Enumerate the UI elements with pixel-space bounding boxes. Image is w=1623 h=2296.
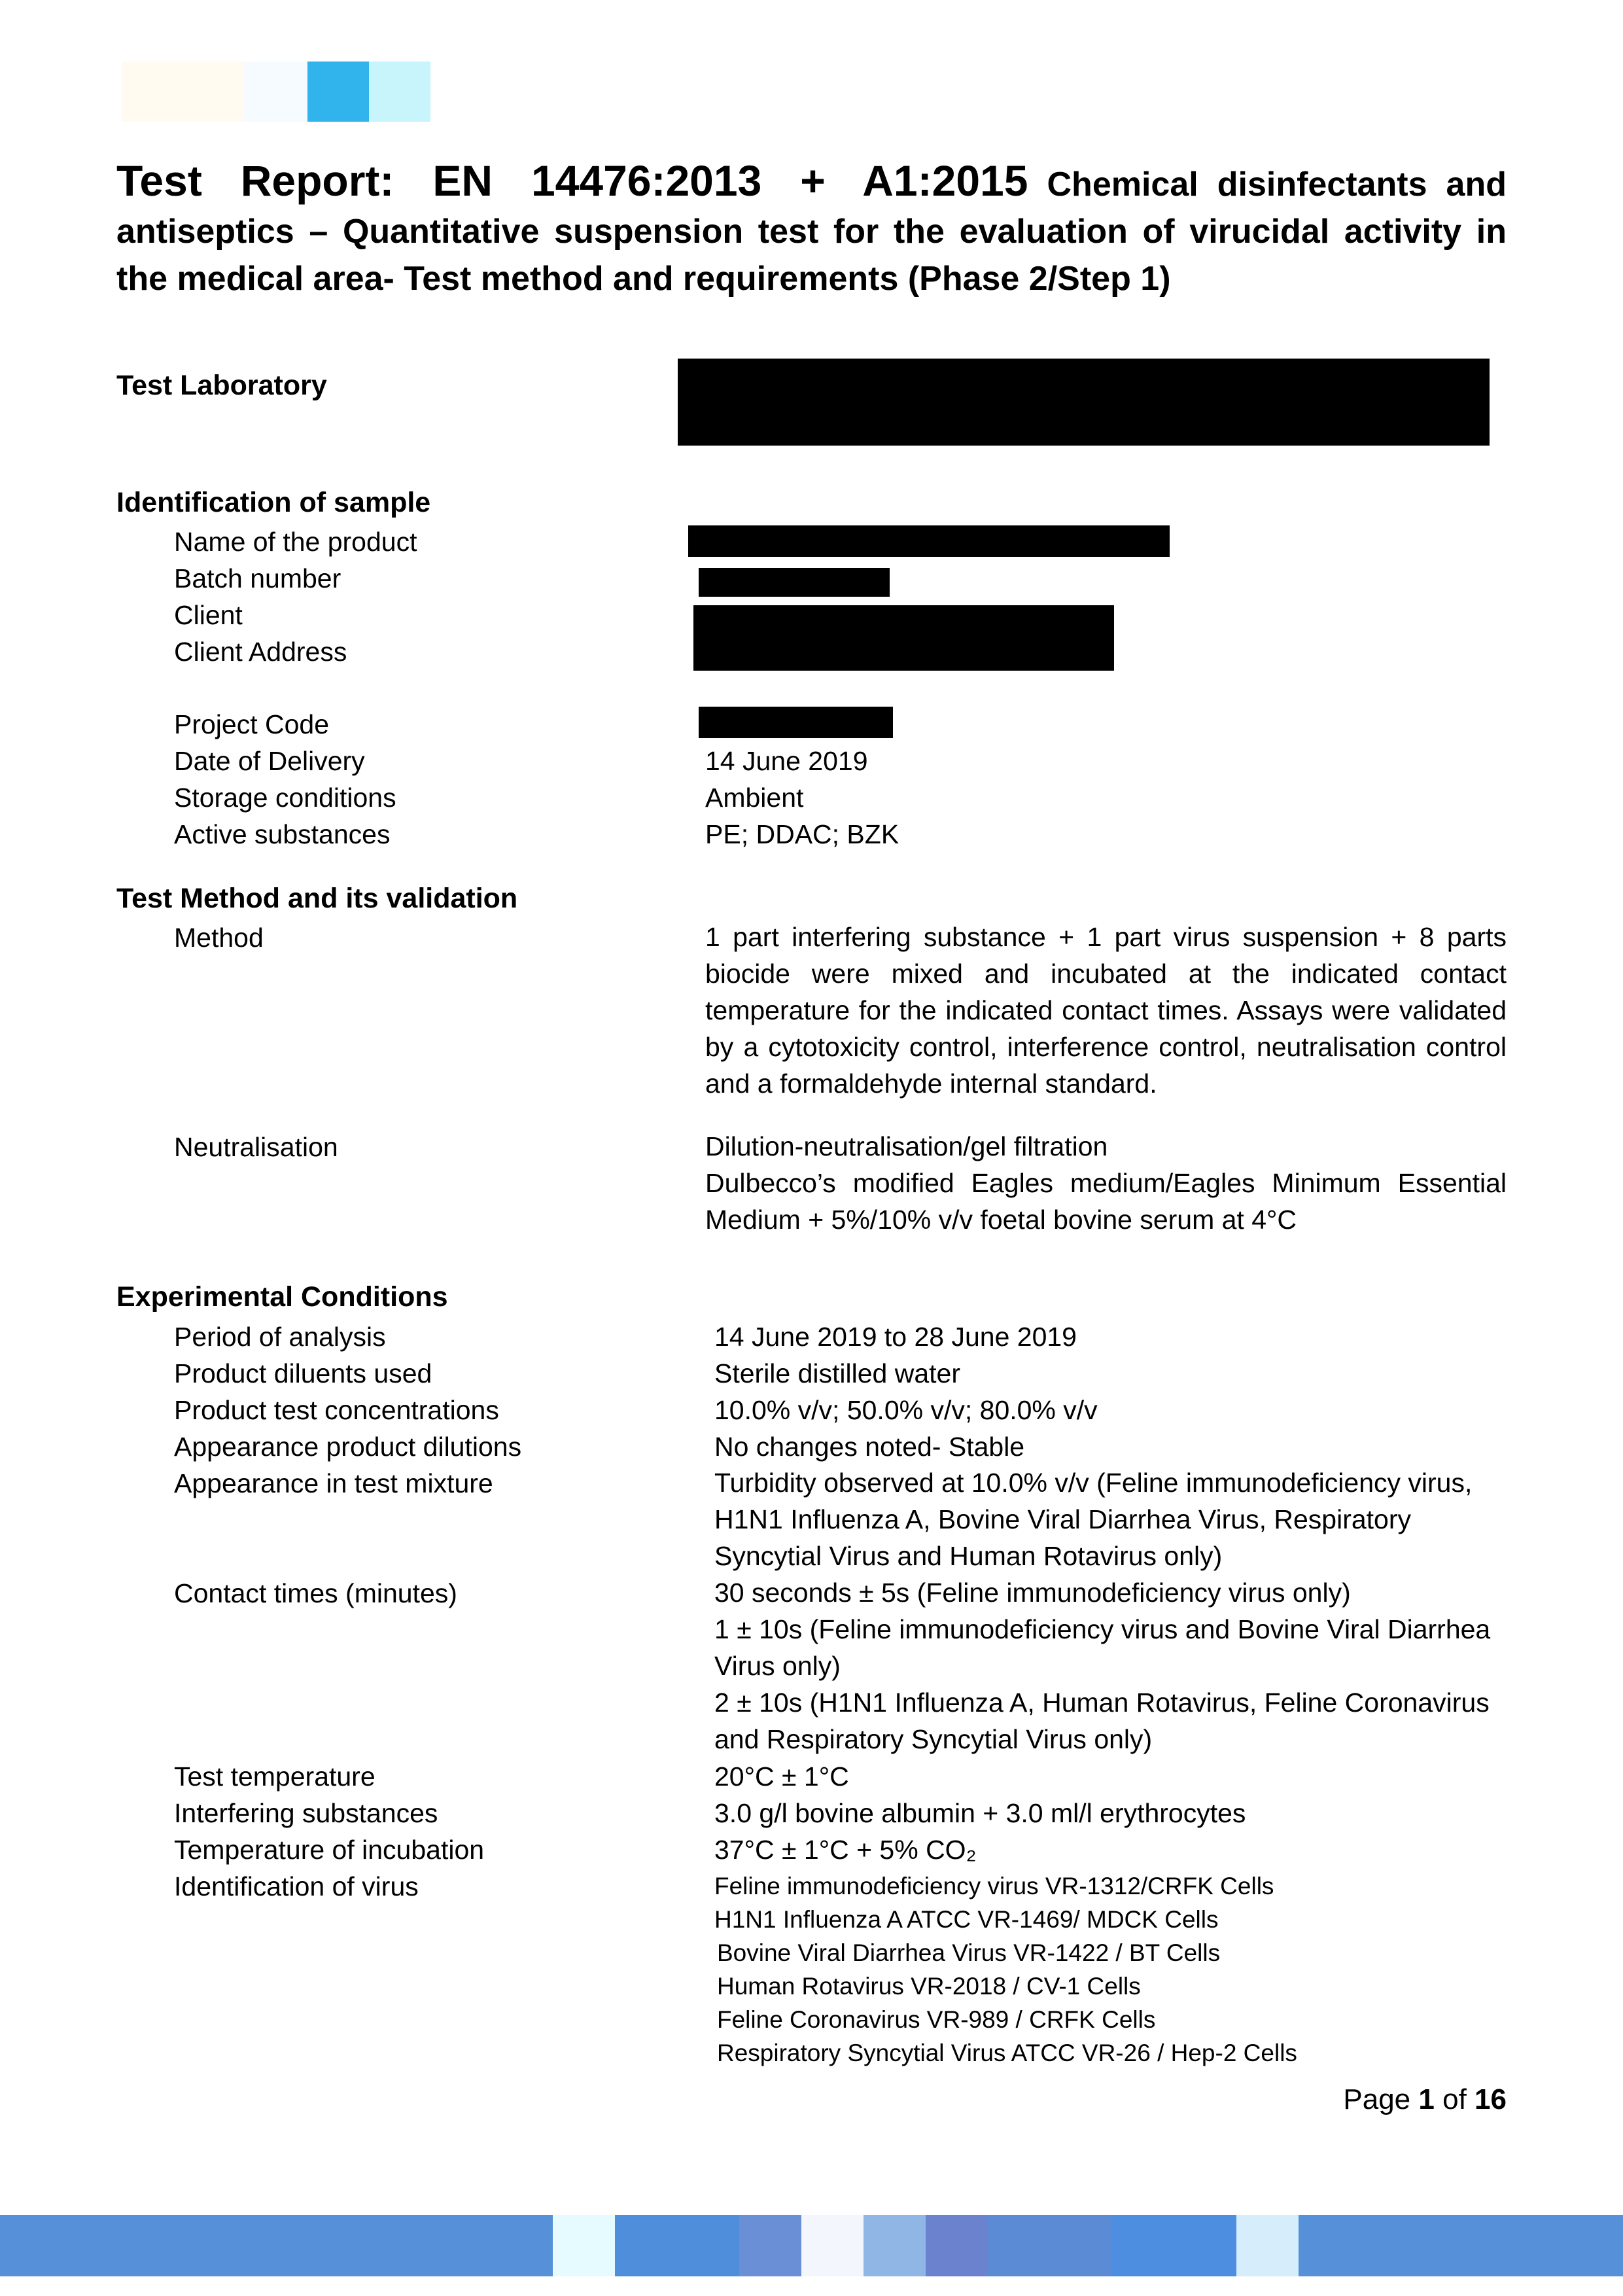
- period-label: Period of analysis: [174, 1322, 386, 1352]
- method-value: 1 part interfering substance + 1 part virus suspension + 8 parts biocide were mixed and incubated at the indicated contact temperature for the indicated contact times. Assays were validated by a cytotoxicity control, interference control, neutralisation control and a formaldehyde internal standard.: [705, 922, 1507, 1099]
- virus-item: Human Rotavirus VR-2018 / CV-1 Cells: [717, 1973, 1141, 2000]
- redaction-product-name: [688, 525, 1170, 557]
- footer-bar: [0, 2215, 1623, 2276]
- footer-bar-segment: [1112, 2215, 1236, 2276]
- method-heading: Test Method and its validation: [116, 883, 518, 914]
- conditions-heading: Experimental Conditions: [116, 1281, 448, 1313]
- storage-conditions-label: Storage conditions: [174, 783, 396, 813]
- report-title-rest: Chemical disinfectants and antiseptics – Quantitative suspension test for the evaluation of virucidal activity in the medical area- Test method and requirements (Phase 2/Step 1): [116, 166, 1507, 298]
- incubation-value: 37°C ± 1°C + 5% CO₂: [714, 1835, 977, 1865]
- logo-block-3: [307, 62, 369, 122]
- appearance-mixture-label: Appearance in test mixture: [174, 1468, 493, 1498]
- appearance-dilutions-label: Appearance product dilutions: [174, 1432, 522, 1462]
- neutralisation-value-2: Dulbecco’s modified Eagles medium/Eagles Minimum Essential Medium + 5%/10% v/v foetal bovine serum at 4°C: [705, 1168, 1507, 1235]
- client-address-label: Client Address: [174, 637, 347, 667]
- neutralisation-value-1: Dilution-neutralisation/gel filtration: [705, 1131, 1108, 1161]
- storage-conditions-value: Ambient: [705, 783, 804, 813]
- product-name-label: Name of the product: [174, 527, 417, 557]
- footer-bar-segment: [864, 2215, 926, 2276]
- virus-item: Feline immunodeficiency virus VR-1312/CRFK Cells: [714, 1873, 1274, 1899]
- neutralisation-label: Neutralisation: [174, 1132, 338, 1162]
- report-title-main: Test Report: EN 14476:2013 + A1:2015: [116, 156, 1028, 205]
- page-current: 1: [1418, 2083, 1435, 2115]
- redaction-laboratory: [678, 359, 1490, 446]
- logo-block-1: [122, 62, 243, 122]
- appearance-dilutions-value: No changes noted- Stable: [714, 1432, 1025, 1462]
- page-number: [1343, 2083, 1507, 2116]
- page-of: of: [1442, 2083, 1467, 2115]
- active-substances-label: Active substances: [174, 819, 391, 849]
- redaction-client: [693, 605, 1114, 671]
- test-temperature-value: 20°C ± 1°C: [714, 1761, 849, 1792]
- logo-block-2: [243, 62, 307, 122]
- footer-bar-segment: [988, 2215, 1112, 2276]
- footer-bar-segment: [1299, 2215, 1623, 2276]
- footer-bar-segment: [553, 2215, 615, 2276]
- page-word: Page: [1343, 2083, 1411, 2115]
- concentrations-label: Product test concentrations: [174, 1395, 499, 1425]
- period-value: 14 June 2019 to 28 June 2019: [714, 1322, 1077, 1352]
- appearance-mixture-value: Turbidity observed at 10.0% v/v (Feline immunodeficiency virus, H1N1 Influenza A, Bovine Viral Diarrhea Virus, Respiratory Syncytial Virus and Human Rotavirus only): [714, 1468, 1473, 1571]
- footer-bar-segment: [801, 2215, 864, 2276]
- footer-bar-segment: [615, 2215, 739, 2276]
- project-code-label: Project Code: [174, 709, 330, 739]
- test-temperature-label: Test temperature: [174, 1761, 375, 1792]
- interfering-value: 3.0 g/l bovine albumin + 3.0 ml/l erythrocytes: [714, 1798, 1246, 1828]
- interfering-label: Interfering substances: [174, 1798, 438, 1828]
- page-total: 16: [1475, 2083, 1507, 2115]
- delivery-date-label: Date of Delivery: [174, 746, 365, 776]
- method-label: Method: [174, 923, 264, 953]
- incubation-label: Temperature of incubation: [174, 1835, 485, 1865]
- diluents-label: Product diluents used: [174, 1358, 432, 1388]
- logo-block-4: [369, 62, 430, 122]
- virus-item: Bovine Viral Diarrhea Virus VR-1422 / BT Cells: [717, 1939, 1221, 1966]
- virus-item: Respiratory Syncytial Virus ATCC VR-26 / Hep-2 Cells: [717, 2040, 1297, 2066]
- delivery-date-value: 14 June 2019: [705, 746, 868, 776]
- contact-times-label: Contact times (minutes): [174, 1578, 457, 1608]
- virus-item: H1N1 Influenza A ATCC VR-1469/ MDCK Cells: [714, 1906, 1219, 1933]
- diluents-value: Sterile distilled water: [714, 1358, 960, 1388]
- footer-bar-segment: [926, 2215, 988, 2276]
- contact-time-1: 30 seconds ± 5s (Feline immunodeficiency virus only): [714, 1578, 1351, 1608]
- report-title: [116, 157, 1507, 302]
- contact-time-3: 2 ± 10s (H1N1 Influenza A, Human Rotavirus, Feline Coronavirus and Respiratory Syncytial Virus only): [714, 1687, 1490, 1754]
- active-substances-value: PE; DDAC; BZK: [705, 819, 899, 849]
- footer-bar-segment: [739, 2215, 801, 2276]
- batch-number-label: Batch number: [174, 563, 341, 593]
- redaction-batch-number: [699, 568, 890, 597]
- footer-bar-segment: [1236, 2215, 1299, 2276]
- concentrations-value: 10.0% v/v; 50.0% v/v; 80.0% v/v: [714, 1395, 1098, 1425]
- redaction-project-code: [699, 707, 893, 738]
- virus-label: Identification of virus: [174, 1871, 419, 1901]
- footer-bar-segment: [0, 2215, 553, 2276]
- test-laboratory-heading: Test Laboratory: [116, 370, 327, 401]
- virus-item: Feline Coronavirus VR-989 / CRFK Cells: [717, 2006, 1156, 2033]
- sample-heading: Identification of sample: [116, 487, 431, 518]
- client-label: Client: [174, 600, 243, 630]
- contact-time-2: 1 ± 10s (Feline immunodeficiency virus and Bovine Viral Diarrhea Virus only): [714, 1614, 1491, 1681]
